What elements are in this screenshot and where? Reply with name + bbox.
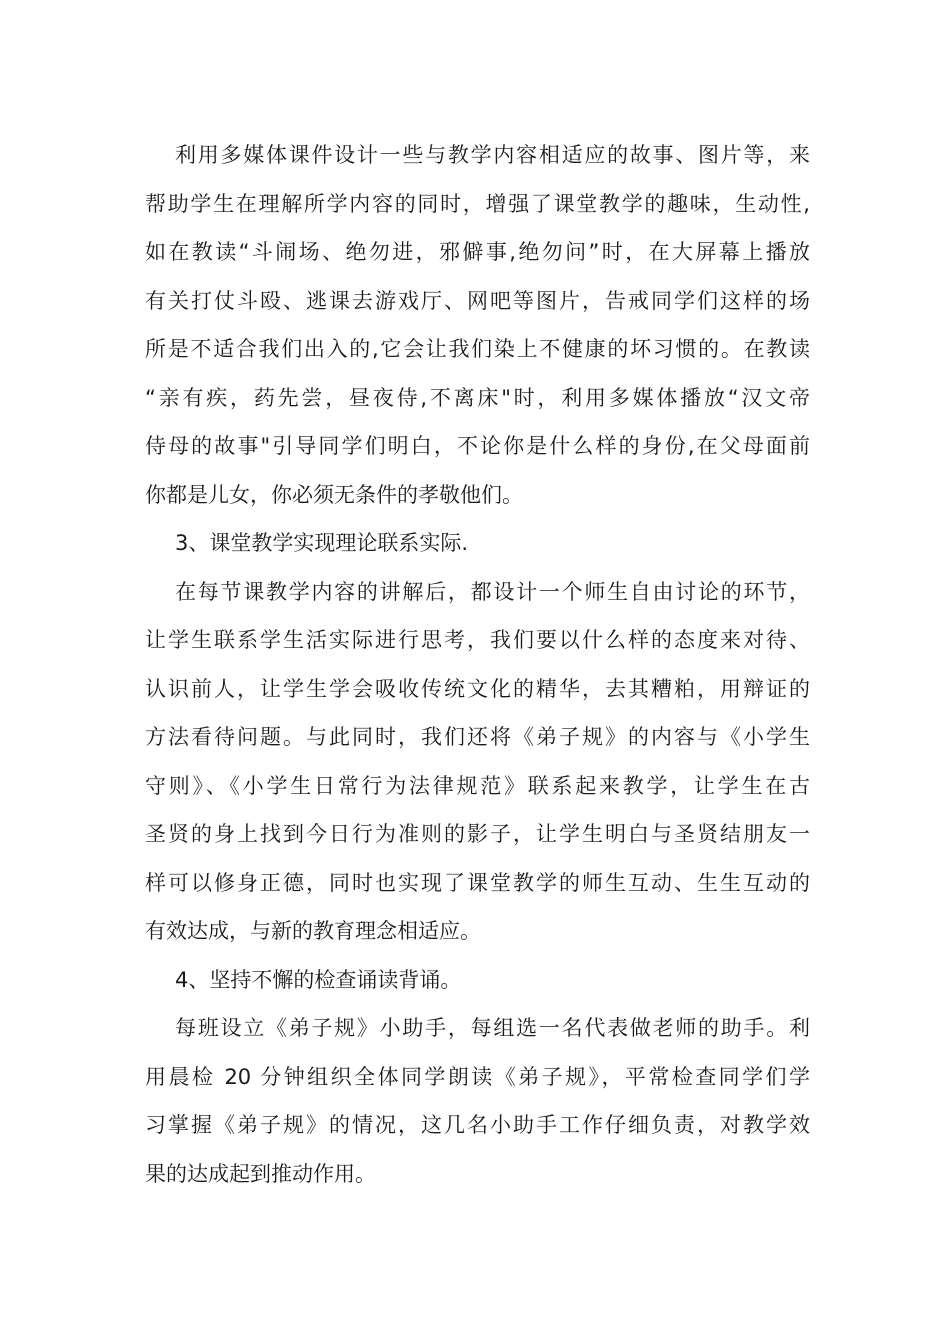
text-line: 在每节课教学内容的讲解后，都设计一个师生自由讨论的环节， <box>175 579 810 604</box>
text-line: 果的达成起到推动作用。 <box>145 1161 376 1186</box>
text-line: 用晨检 20 分钟组织全体同学朗读《弟子规》，平常检查同学们学 <box>145 1064 810 1089</box>
text-line: 所是不适合我们出入的,它会让我们染上不健康的坏习惯的。在教读 <box>145 337 810 361</box>
text-line: 认识前人，让学生学会吸收传统文化的精华，去其糟粕，用辩证的 <box>145 676 810 701</box>
text-line: 你都是儿女，你必须无条件的孝敬他们。 <box>145 482 523 507</box>
document-body <box>145 131 810 1198</box>
text-line: 有关打仗斗殴、逃课去游戏厅、网吧等图片，告戒同学们这样的场 <box>145 288 810 313</box>
text-line: 侍母的故事"引导同学们明白，不论你是什么样的身份,在父母面前 <box>145 434 810 458</box>
text-line: 习掌握《弟子规》的情况，这几名小助手工作仔细负责，对教学效 <box>145 1113 810 1137</box>
text-line: “亲有疾，药先尝，昼夜侍,不离床"时，利用多媒体播放“汉文帝 <box>145 385 810 410</box>
text-line: 样可以修身正德，同时也实现了课堂教学的师生互动、生生互动的 <box>145 870 810 895</box>
section-heading: 4、坚持不懈的检查诵读背诵。 <box>175 967 462 992</box>
text-line: 方法看待问题。与此同时，我们还将《弟子规》的内容与《小学生 <box>145 725 810 749</box>
text-line: 利用多媒体课件设计一些与教学内容相适应的故事、图片等，来 <box>175 143 810 167</box>
text-line: 守则》、《小学生日常行为法律规范》联系起来教学，让学生在古 <box>145 773 810 798</box>
text-line: 有效达成，与新的教育理念相适应。 <box>145 919 481 943</box>
text-line: 帮助学生在理解所学内容的同时，增强了课堂教学的趣味，生动性, <box>145 191 810 216</box>
text-line: 让学生联系学生活实际进行思考，我们要以什么样的态度来对待、 <box>145 628 810 652</box>
section-heading: 3、课堂教学实现理论联系实际. <box>175 531 469 555</box>
text-line: 圣贤的身上找到今日行为准则的影子，让学生明白与圣贤结朋友一 <box>145 822 810 846</box>
text-line: 如在教读“斗闹场、绝勿进，邪僻事,绝勿问”时，在大屏幕上播放 <box>145 240 810 264</box>
text-line: 每班设立《弟子规》小助手，每组选一名代表做老师的助手。利 <box>175 1016 810 1040</box>
